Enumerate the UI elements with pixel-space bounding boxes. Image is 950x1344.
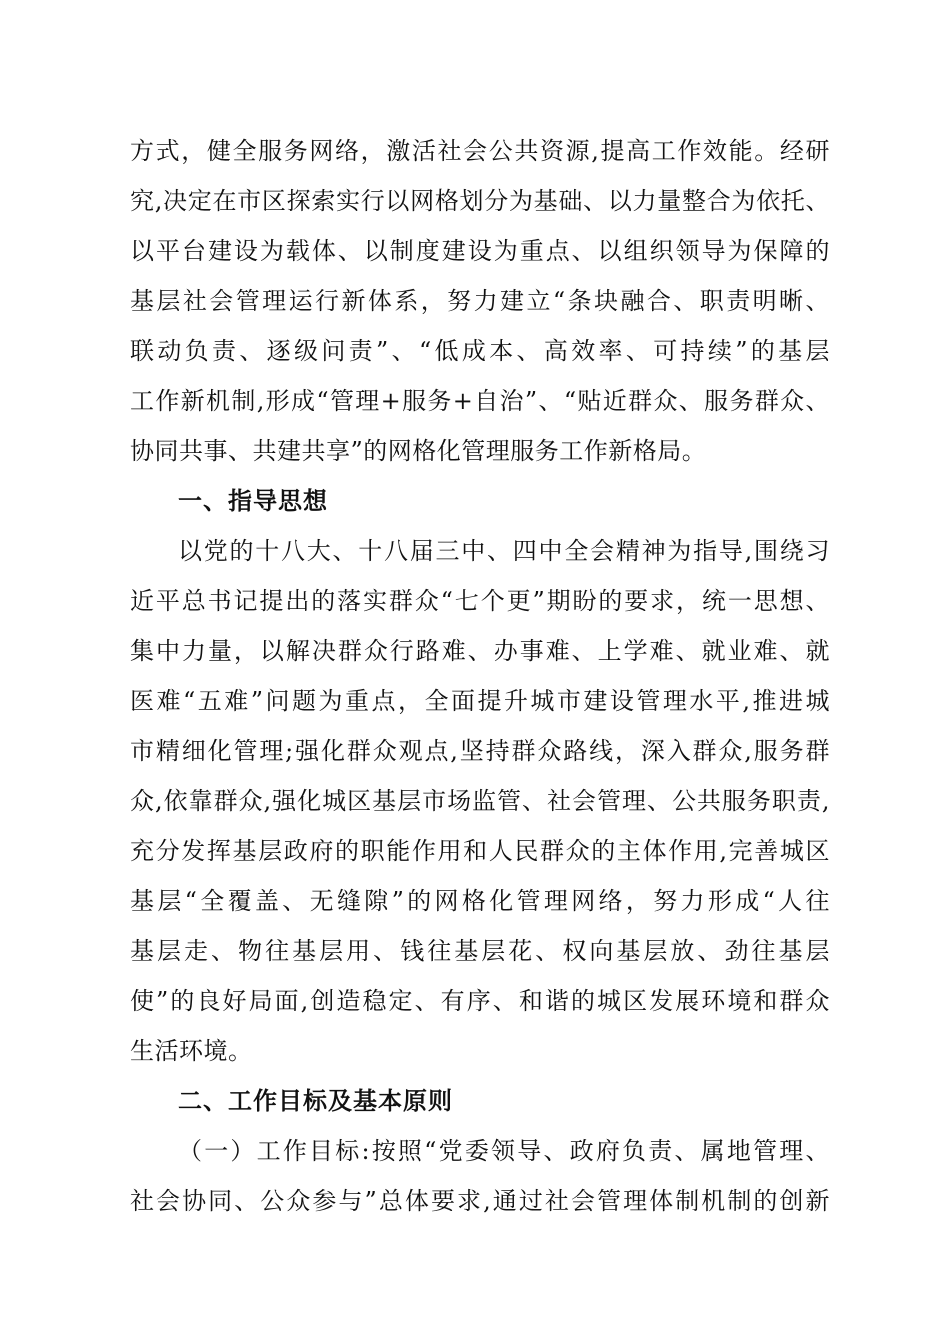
paragraph-line: 社会协同、公众参与”总体要求,通过社会管理体制机制的创新 [130, 1187, 830, 1215]
paragraph-line: 工作新机制,形成“管理+服务+自治”、“贴近群众、服务群众、 [130, 387, 830, 415]
paragraph-line: 以平台建设为载体、以制度建设为重点、以组织领导为保障的 [130, 237, 830, 265]
paragraph-line: 众,依靠群众,强化城区基层市场监管、社会管理、公共服务职责, [130, 787, 830, 815]
paragraph-line: 基层“全覆盖、无缝隙”的网格化管理网络，努力形成“人往 [130, 887, 830, 915]
paragraph-line: 协同共事、共建共享”的网格化管理服务工作新格局。 [130, 437, 707, 465]
paragraph-line: 近平总书记提出的落实群众“七个更”期盼的要求，统一思想、 [130, 587, 830, 615]
paragraph-line: 生活环境。 [130, 1037, 253, 1065]
paragraph-line: 集中力量，以解决群众行路难、办事难、上学难、就业难、就 [130, 637, 830, 665]
paragraph-line: 充分发挥基层政府的职能作用和人民群众的主体作用,完善城区 [130, 837, 830, 865]
paragraph-line: 基层社会管理运行新体系，努力建立“条块融合、职责明晰、 [130, 287, 830, 315]
section-heading: 一、指导思想 [178, 487, 328, 515]
paragraph-line: 市精细化管理;强化群众观点,坚持群众路线，深入群众,服务群 [130, 737, 830, 765]
paragraph-line: 究,决定在市区探索实行以网格划分为基础、以力量整合为依托、 [130, 187, 830, 215]
paragraph-line: 方式，健全服务网络，激活社会公共资源,提高工作效能。经研 [130, 137, 830, 165]
paragraph-line: 基层走、物往基层用、钱往基层花、权向基层放、劲往基层 [130, 937, 830, 965]
paragraph-line: 使”的良好局面,创造稳定、有序、和谐的城区发展环境和群众 [130, 987, 830, 1015]
section-heading: 二、工作目标及基本原则 [178, 1087, 453, 1115]
paragraph-line: 医难“五难”问题为重点，全面提升城市建设管理水平,推进城 [130, 687, 830, 715]
paragraph-line: 以党的十八大、十八届三中、四中全会精神为指导,围绕习 [178, 537, 830, 565]
paragraph-line: （一）工作目标:按照“党委领导、政府负责、属地管理、 [178, 1137, 830, 1165]
paragraph-line: 联动负责、逐级问责”、“低成本、高效率、可持续”的基层 [130, 337, 830, 365]
